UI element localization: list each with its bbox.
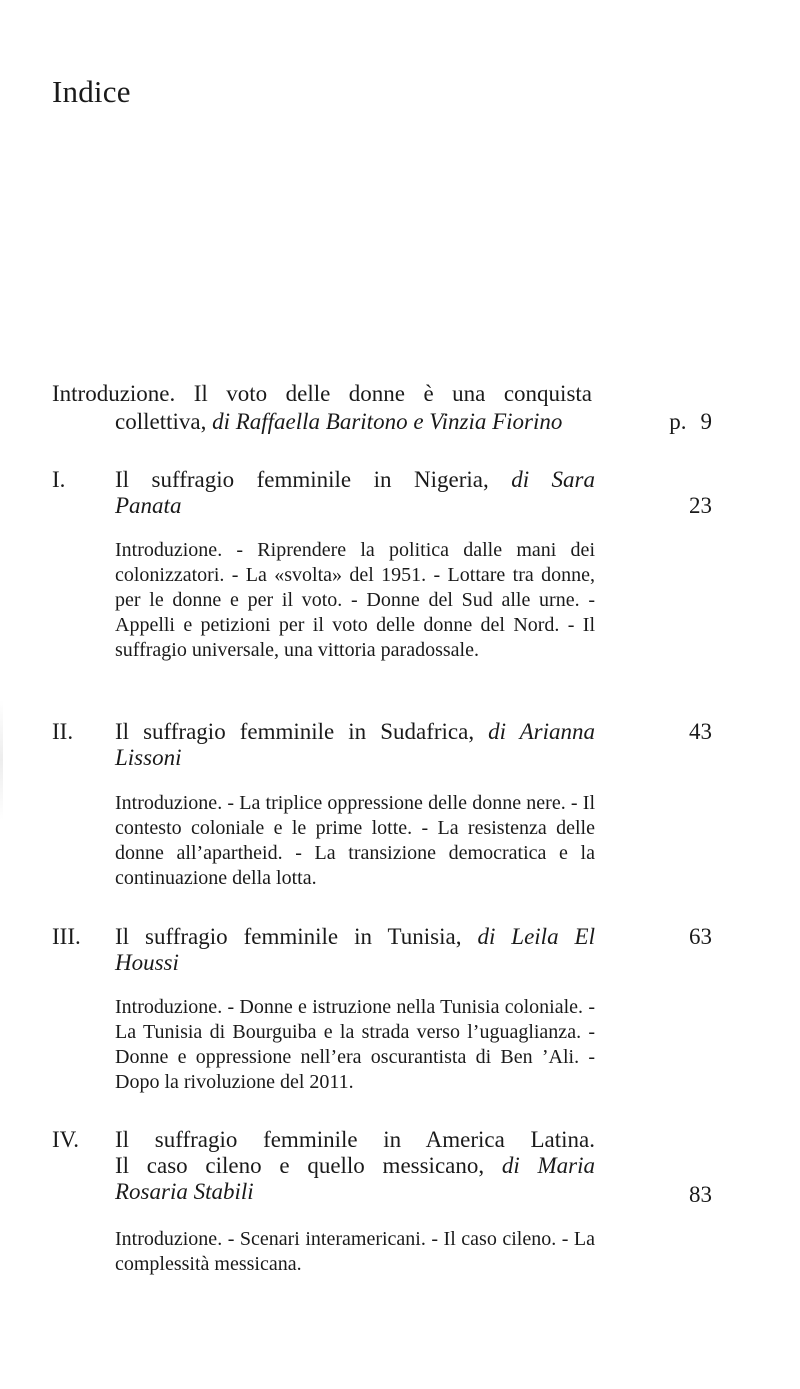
- chapter-author: di Sara: [511, 467, 596, 492]
- chapter-author: di Arianna: [488, 719, 596, 744]
- chapter-summary: Introduzione. - Scenari interamericani. - Il caso cileno. - La complessità messicana.: [115, 1228, 595, 1275]
- chapter-heading: [115, 924, 595, 976]
- chapter-title: Il suffragio femminile in Sudafrica,: [115, 719, 489, 744]
- chapter-author-continued: Lissoni: [115, 745, 182, 770]
- chapter-numeral: III.: [52, 924, 81, 949]
- scan-edge-shadow: [0, 700, 3, 820]
- chapter-title: Il suffragio femminile in Nigeria,: [115, 467, 512, 492]
- chapter-numeral: IV.: [52, 1127, 80, 1152]
- chapter-author-continued: Rosaria Stabili: [115, 1179, 254, 1204]
- chapter-author: di Leila El: [477, 924, 595, 949]
- intro-title-text: collettiva,: [115, 409, 213, 434]
- chapter-page-number: 43: [689, 719, 712, 744]
- chapter-summary: Introduzione. - La triplice oppressione delle donne nere. - Il contesto coloniale e le prime lotte. - La resistenza delle donne all’apartheid. - La transizione democratica e la continuazione della lotta.: [115, 792, 595, 889]
- chapter-author-continued: Panata: [115, 493, 182, 518]
- intro-title-line-1: Introduzione. Il voto delle donne è una conquista: [52, 381, 592, 406]
- page-title: Indice: [52, 74, 131, 109]
- chapter-page-number: 23: [689, 493, 712, 518]
- chapter-author: di Maria: [501, 1153, 595, 1178]
- chapter-heading: [115, 1127, 595, 1205]
- chapter-heading: [115, 467, 595, 519]
- chapter-page-number: 83: [689, 1182, 712, 1207]
- chapter-title: Il caso cileno e quello messicano,: [115, 1153, 502, 1178]
- chapter-title-line-1: Il suffragio femminile in America Latina.: [115, 1127, 595, 1152]
- chapter-page-number: 63: [689, 924, 712, 949]
- intro-title-line-2: [115, 409, 562, 435]
- intro-page-number: [669, 409, 712, 435]
- page-prefix: p.: [669, 409, 687, 434]
- chapter-summary: Introduzione. - Riprendere la politica dalle mani dei colonizzatori. - La «svolta» del 1951. - Lottare tra donne, per le donne e per il voto. - Donne del Sud alle urne. - Appelli e petizioni per il voto delle donne del Nord. - Il suffragio universale, una vittoria paradossale.: [115, 539, 595, 661]
- intro-authors: di Raffaella Baritono e Vinzia Fiorino: [212, 409, 563, 434]
- chapter-numeral: II.: [52, 719, 74, 744]
- intro-page: 9: [700, 409, 712, 434]
- chapter-numeral: I.: [52, 467, 66, 492]
- chapter-summary: Introduzione. - Donne e istruzione nella Tunisia coloniale. - La Tunisia di Bourguiba e la strada verso l’uguaglianza. - Donne e oppressione nell’era oscurantista di Ben ’Ali. - Dopo la rivoluzione del 2011.: [115, 996, 595, 1093]
- chapter-title: Il suffragio femminile in Tunisia,: [115, 924, 478, 949]
- chapter-author-continued: Houssi: [115, 950, 179, 975]
- chapter-heading: [115, 719, 595, 771]
